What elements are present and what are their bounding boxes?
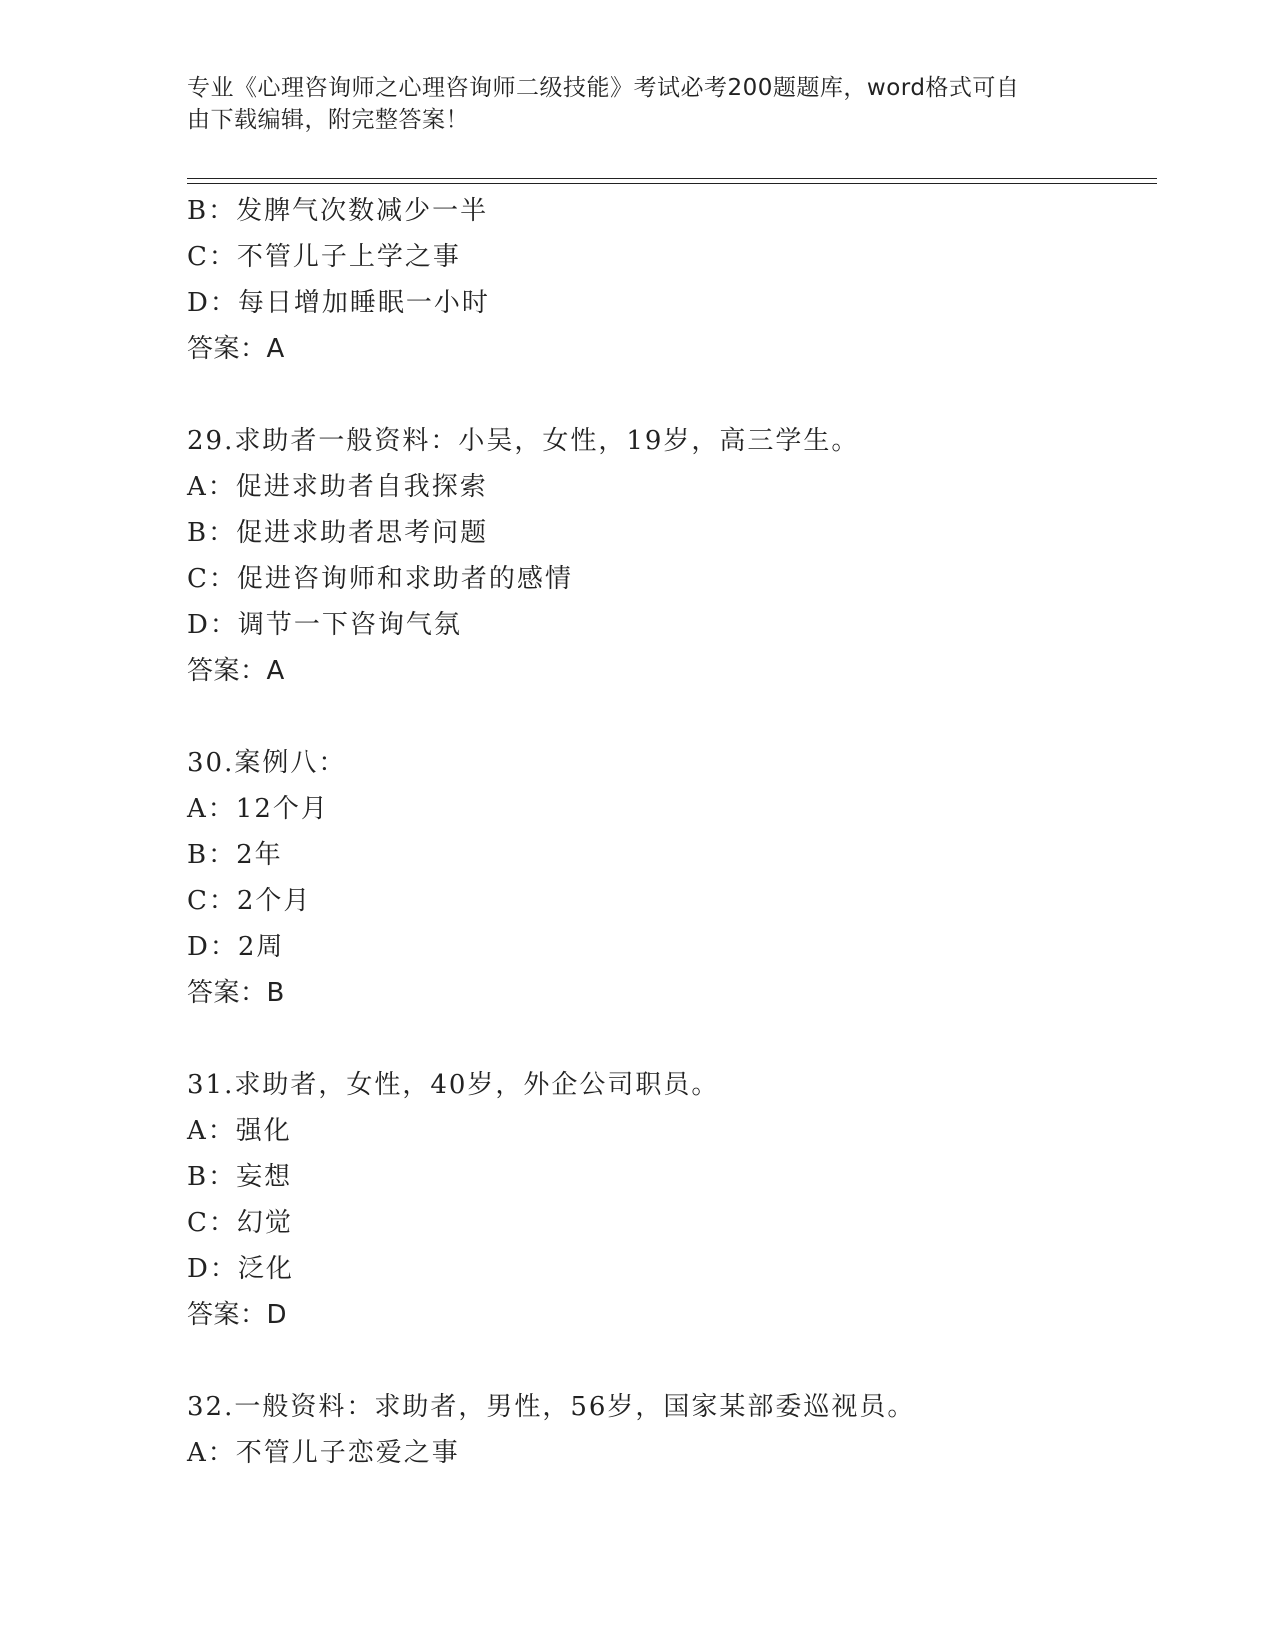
header-line-2: 由下载编辑，附完整答案！	[187, 107, 469, 133]
question-list	[187, 188, 1147, 1476]
option-c: C：幻觉	[187, 1208, 293, 1238]
option-a: A：12个月	[187, 794, 329, 824]
header-divider-top	[187, 178, 1157, 179]
option-a: A：强化	[187, 1116, 292, 1146]
option-d: D：泛化	[187, 1254, 294, 1284]
option-d: D：每日增加睡眠一小时	[187, 288, 490, 318]
question-text: 30.案例八：	[187, 748, 347, 778]
answer: 答案：A	[187, 334, 285, 364]
question-30	[187, 740, 1147, 1016]
option-b: B：发脾气次数减少一半	[187, 196, 489, 226]
spacer	[187, 1016, 1147, 1062]
spacer	[187, 1338, 1147, 1384]
option-c: C：不管儿子上学之事	[187, 242, 461, 272]
question-text: 31.求助者，女性，40岁，外企公司职员。	[187, 1070, 720, 1100]
answer: 答案：A	[187, 656, 285, 686]
option-b: B：妄想	[187, 1162, 293, 1192]
option-d: D：2周	[187, 932, 285, 962]
question-text: 29.求助者一般资料：小吴，女性，19岁，高三学生。	[187, 426, 860, 456]
option-b: B：2年	[187, 840, 283, 870]
option-a: A：促进求助者自我探索	[187, 472, 488, 502]
option-c: C：促进咨询师和求助者的感情	[187, 564, 573, 594]
option-a: A：不管儿子恋爱之事	[187, 1438, 460, 1468]
option-d: D：调节一下咨询气氛	[187, 610, 462, 640]
document-header	[187, 72, 1067, 136]
header-divider-bottom	[187, 183, 1157, 184]
option-b: B：促进求助者思考问题	[187, 518, 489, 548]
answer: 答案：D	[187, 1300, 288, 1330]
question-28	[187, 188, 1147, 372]
spacer	[187, 694, 1147, 740]
question-32	[187, 1384, 1147, 1476]
spacer	[187, 372, 1147, 418]
question-29	[187, 418, 1147, 694]
header-line-1: 专业《心理咨询师之心理咨询师二级技能》考试必考200题题库，word格式可自	[187, 75, 1020, 101]
option-c: C：2个月	[187, 886, 312, 916]
answer: 答案：B	[187, 978, 285, 1008]
question-31	[187, 1062, 1147, 1338]
question-text: 32.一般资料：求助者，男性，56岁，国家某部委巡视员。	[187, 1392, 916, 1422]
